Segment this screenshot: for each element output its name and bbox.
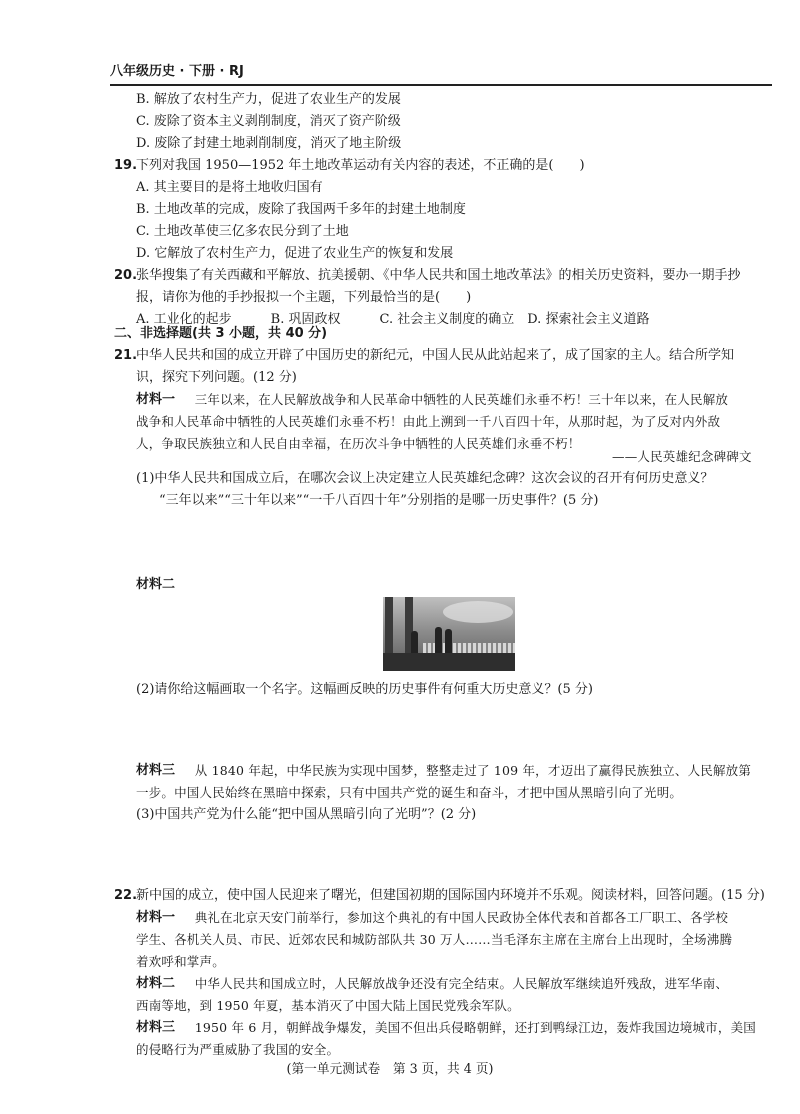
material-one-line1: 三年以来，在人民解放战争和人民革命中牺牲的人民英雄们永垂不朽！三十年以来，在人民解放 xyxy=(182,392,729,407)
q21-sub1-line1: (1)中华人民共和国成立后，在哪次会议上决定建立人民英雄纪念碑？这次会议的召开有何历史意义？ xyxy=(136,471,714,486)
q22-material-three-line1: 1950 年 6 月，朝鲜战争爆发，美国不但出兵侵略朝鲜，还打到鸭绿江边，轰炸我国边境城市，美国 xyxy=(182,1020,756,1035)
q18-option-b: B. 解放了农村生产力，促进了农业生产的发展 xyxy=(136,92,401,107)
q22-number: 22. xyxy=(114,888,138,903)
section-two-heading: 二、非选择题(共 3 小题，共 40 分) xyxy=(114,326,328,341)
q19-option-b: B. 土地改革的完成，废除了我国两千多年的封建土地制度 xyxy=(136,202,466,217)
material-three-line2: 一步。中国人民始终在黑暗中探索，只有中国共产党的诞生和奋斗，才把中国从黑暗引向了光明。 xyxy=(136,785,683,800)
page-footer: (第一单元测试卷 第 3 页，共 4 页) xyxy=(286,1062,494,1077)
q22-material-two-line2: 西南等地，到 1950 年夏，基本消灭了中国大陆上国民党残余军队。 xyxy=(136,998,520,1013)
q20-stem-line1: 张华搜集了有关西藏和平解放、抗美援朝、《中华人民共和国土地改革法》的相关历史资料，要办一期手抄 xyxy=(136,268,741,283)
header-rule xyxy=(110,84,772,86)
q19-option-c: C. 土地改革使三亿多农民分到了土地 xyxy=(136,224,349,239)
q21-sub3: (3)中国共产党为什么能“把中国从黑暗引向了光明”？(2 分) xyxy=(136,807,477,822)
q22-material-one-line3: 着欢呼和掌声。 xyxy=(136,954,225,969)
q21-sub1-line2: “三年以来”“三十年以来”“一千八百四十年”分别指的是哪一历史事件？(5 分) xyxy=(159,493,599,508)
q19-stem: 下列对我国 1950—1952 年土地改革运动有关内容的表述，不正确的是( ) xyxy=(136,158,585,173)
q22-material-one-line2: 学生、各机关人员、市民、近郊农民和城防部队共 30 万人……当毛泽东主席在主席台上出现时，全场沸腾 xyxy=(136,932,733,947)
q18-option-c: C. 废除了资本主义剥削制度，消灭了资产阶级 xyxy=(136,114,401,129)
q19-number: 19. xyxy=(114,158,138,173)
material-one-source: ——人民英雄纪念碑碑文 xyxy=(612,449,752,464)
q20-number: 20. xyxy=(114,268,138,283)
q21-sub2: (2)请你给这幅画取一个名字。这幅画反映的历史事件有何重大历史意义？(5 分) xyxy=(136,682,593,697)
page-header: 八年级历史 · 下册 · RJ xyxy=(110,64,244,79)
material-three-label: 材料三 xyxy=(136,763,176,778)
q22-stem: 新中国的成立，使中国人民迎来了曙光，但建国初期的国际国内环境并不乐观。阅读材料，回答问题。(15 分) xyxy=(136,888,765,903)
q20-options: A. 工业化的起步 B. 巩固政权 C. 社会主义制度的确立 D. 探索社会主义道路 xyxy=(136,312,650,327)
q22-material-one-line1: 典礼在北京天安门前举行，参加这个典礼的有中国人民政协全体代表和首都各工厂职工、各学校 xyxy=(182,910,729,925)
q19-option-d: D. 它解放了农村生产力，促进了农业生产的恢复和发展 xyxy=(136,246,454,261)
material-three-line1: 从 1840 年起，中华民族为实现中国梦，整整走过了 109 年，才迈出了赢得民族独立、人民解放第 xyxy=(182,763,752,778)
q22-material-three-line2: 的侵略行为严重威胁了我国的安全。 xyxy=(136,1042,340,1057)
material-one-line3: 人，争取民族独立和人民自由幸福，在历次斗争中牺牲的人民英雄们永垂不朽！ xyxy=(136,436,581,451)
q21-stem-line2: 识，探究下列问题。(12 分) xyxy=(136,370,297,385)
q21-stem-line1: 中华人民共和国的成立开辟了中国历史的新纪元，中国人民从此站起来了，成了国家的主人。结合所学知 xyxy=(136,348,735,363)
q18-option-d: D. 废除了封建土地剥削制度，消灭了地主阶级 xyxy=(136,136,402,151)
founding-ceremony-painting xyxy=(383,597,515,671)
material-one-line2: 战争和人民革命中牺牲的人民英雄们永垂不朽！由此上溯到一千八百四十年，从那时起，为了反对内外敌 xyxy=(136,414,721,429)
material-one-label: 材料一 xyxy=(136,392,176,407)
q22-material-two-line1: 中华人民共和国成立时，人民解放战争还没有完全结束。人民解放军继续追歼残敌，进军华南、 xyxy=(182,976,729,991)
q19-option-a: A. 其主要目的是将土地收归国有 xyxy=(136,180,323,195)
q21-number: 21. xyxy=(114,348,138,363)
material-two-label: 材料二 xyxy=(136,577,176,592)
q22-material-one-label: 材料一 xyxy=(136,910,176,925)
q22-material-two-label: 材料二 xyxy=(136,976,176,991)
q22-material-three-label: 材料三 xyxy=(136,1020,176,1035)
q20-stem-line2: 报，请你为他的手抄报拟一个主题，下列最恰当的是( ) xyxy=(136,290,472,305)
